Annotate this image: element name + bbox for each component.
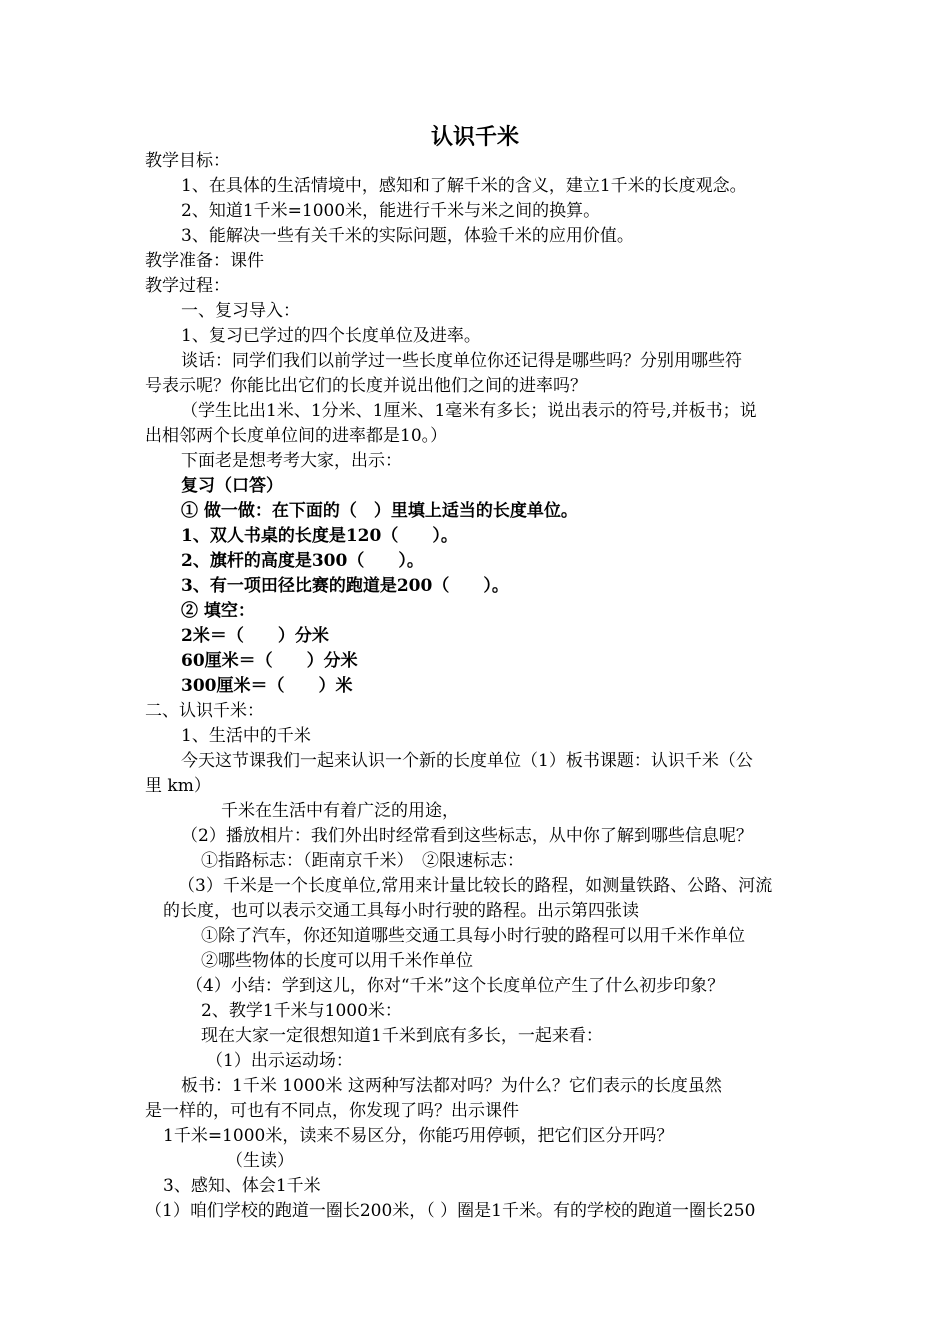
text-line: 教学准备：课件 — [145, 251, 264, 271]
text-line: （2）播放相片：我们外出时经常看到这些标志，从中你了解到哪些信息呢？ — [181, 826, 753, 846]
text-line: 1千米=1000米，读来不易区分，你能巧用停顿，把它们区分开吗？ — [163, 1126, 674, 1146]
text-line: 二、认识千米： — [145, 701, 264, 721]
text-line: ①除了汽车，你还知道哪些交通工具每小时行驶的路程可以用千米作单位 — [201, 926, 745, 946]
text-line: ① 做一做：在下面的（ ）里填上适当的长度单位。 — [181, 501, 578, 521]
text-line: 3、能解决一些有关千米的实际问题，体验千米的应用价值。 — [181, 226, 634, 246]
text-line: 现在大家一定很想知道1千米到底有多长，一起来看： — [201, 1026, 603, 1046]
text-line: （1）出示运动场： — [206, 1051, 353, 1071]
text-line: ②哪些物体的长度可以用千米作单位 — [201, 951, 473, 971]
text-line: 1、双人书桌的长度是120（ ）。 — [181, 526, 458, 546]
document-title: 认识千米 — [430, 124, 519, 150]
text-line: 3、有一项田径比赛的跑道是200（ ）。 — [181, 576, 509, 596]
text-line: （4）小结：学到这儿，你对“千米”这个长度单位产生了什么初步印象？ — [186, 976, 725, 996]
text-line: （生读） — [226, 1151, 294, 1171]
text-line: 一、复习导入： — [181, 301, 300, 321]
text-line: 今天这节课我们一起来认识一个新的长度单位（1）板书课题：认识千米（公 — [181, 751, 753, 771]
text-line: 60厘米＝（ ）分米 — [181, 651, 358, 671]
text-line: 千米在生活中有着广泛的用途， — [221, 801, 459, 821]
text-line: 下面老是想考考大家，出示： — [181, 451, 402, 471]
text-line: 2、知道1千米=1000米，能进行千米与米之间的换算。 — [181, 201, 601, 221]
text-line: 1、复习已学过的四个长度单位及进率。 — [181, 326, 481, 346]
text-line: 是一样的，可也有不同点，你发现了吗？出示课件 — [145, 1101, 519, 1121]
text-line: 1、生活中的千米 — [181, 726, 311, 746]
text-line: ② 填空： — [181, 601, 255, 621]
text-line: 3、感知、体会1千米 — [163, 1176, 321, 1196]
text-line: （学生比出1米、1分米、1厘米、1毫米有多长；说出表示的符号,并板书；说 — [181, 401, 757, 421]
text-line: 里 km） — [145, 776, 211, 796]
text-line: 2、教学1千米与1000米： — [201, 1001, 402, 1021]
text-line: ①指路标志：（距南京千米） ②限速标志： — [201, 851, 524, 871]
text-line: 1、在具体的生活情境中，感知和了解千米的含义，建立1千米的长度观念。 — [181, 176, 747, 196]
text-line: 2、旗杆的高度是300（ ）。 — [181, 551, 424, 571]
text-line: 教学过程： — [145, 276, 230, 296]
text-line: 号表示呢？你能比出它们的长度并说出他们之间的进率吗？ — [145, 376, 587, 396]
text-line: 的长度，也可以表示交通工具每小时行驶的路程。出示第四张读 — [163, 901, 639, 921]
text-line: 谈话：同学们我们以前学过一些长度单位你还记得是哪些吗？分别用哪些符 — [181, 351, 742, 371]
text-line: 出相邻两个长度单位间的进率都是10。） — [145, 426, 448, 446]
text-line: 教学目标： — [145, 151, 230, 171]
text-line: 2米＝（ ）分米 — [181, 626, 329, 646]
text-line: （3）千米是一个长度单位,常用来计量比较长的路程，如测量铁路、公路、河流 — [178, 876, 773, 896]
text-line: （1）咱们学校的跑道一圈长200米，（ ）圈是1千米。有的学校的跑道一圈长250 — [145, 1201, 756, 1221]
text-line: 复习（口答） — [181, 476, 283, 496]
text-line: 300厘米＝（ ）米 — [181, 676, 353, 696]
text-line: 板书：1千米 1000米 这两种写法都对吗？为什么？它们表示的长度虽然 — [181, 1076, 722, 1096]
